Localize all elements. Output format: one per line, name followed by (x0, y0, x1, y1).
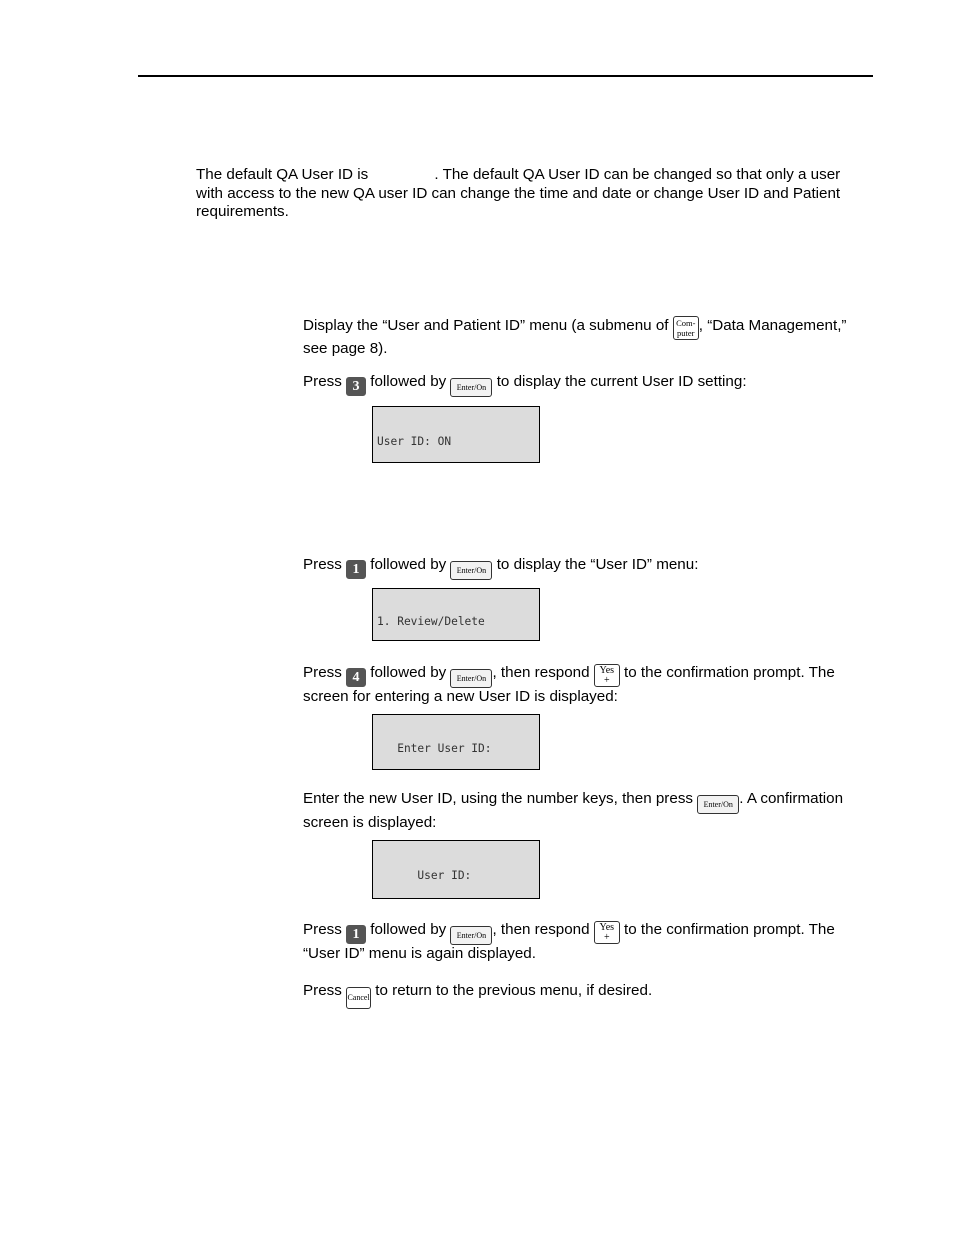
step-text: followed by (366, 556, 451, 573)
step-confirm-1 (303, 921, 835, 964)
key-3-icon: 3 (346, 377, 366, 396)
key-label: puter (677, 328, 695, 338)
step-text: , then respond (492, 921, 594, 938)
lcd-user-id-menu (372, 588, 540, 641)
computer-key-icon (673, 316, 699, 340)
intro-text: The default QA User ID is (196, 166, 373, 183)
step-text: screen is displayed: (303, 814, 437, 831)
step-cancel (303, 982, 652, 1009)
intro-text: requirements. (196, 203, 289, 220)
lcd-line: User ID: ON (377, 435, 452, 448)
step-text: to return to the previous menu, if desired. (371, 982, 653, 999)
step-display-menu (303, 316, 846, 359)
yes-key-icon (594, 921, 620, 944)
step-text: followed by (366, 664, 451, 681)
lcd-confirm (372, 840, 540, 899)
step-text: Press (303, 556, 347, 573)
header-rule (138, 75, 873, 77)
lcd-line: 1. Review/Delete (377, 615, 485, 628)
step-text: to the confirmation prompt. The (619, 921, 835, 938)
step-text: screen for entering a new User ID is displayed: (303, 688, 618, 705)
step-text: , “Data Management,” (698, 317, 847, 334)
enter-key-icon: Enter/On (450, 669, 492, 688)
intro-text: with access to the new QA user ID can change the time and date or change User ID and Patient (196, 184, 841, 202)
step-text: Display the “User and Patient ID” menu (a submenu of (303, 317, 673, 334)
step-text: . A confirmation (739, 790, 844, 807)
step-text: followed by (366, 921, 451, 938)
key-label: + (603, 675, 610, 686)
step-press-3 (303, 373, 747, 397)
enter-key-icon: Enter/On (697, 795, 739, 814)
intro-text: . The default QA User ID can be changed so that only a user (434, 166, 841, 183)
key-1-icon: 1 (346, 925, 366, 944)
lcd-line: Enter User ID: (377, 742, 492, 755)
step-text: Press (303, 373, 347, 390)
step-text: to display the current User ID setting: (492, 373, 747, 390)
key-1-icon: 1 (346, 560, 366, 579)
lcd-current-setting (372, 406, 540, 463)
step-press-4 (303, 664, 835, 707)
step-text: to display the “User ID” menu: (492, 556, 699, 573)
step-text: to the confirmation prompt. The (619, 664, 835, 681)
key-label: + (603, 932, 610, 943)
step-text: Enter the new User ID, using the number keys, then press (303, 790, 698, 807)
yes-key-icon (594, 664, 620, 687)
enter-key-icon: Enter/On (450, 926, 492, 945)
intro-paragraph (196, 166, 840, 222)
step-text: “User ID” menu is again displayed. (303, 945, 536, 962)
lcd-line: User ID: (377, 869, 472, 882)
cancel-key-icon: Cancel (346, 987, 371, 1009)
lcd-enter-user-id (372, 714, 540, 770)
step-text: Press (303, 664, 347, 681)
enter-key-icon: Enter/On (450, 561, 492, 580)
key-label: Yes (599, 665, 615, 676)
step-press-1 (303, 556, 698, 580)
step-text: , then respond (492, 664, 594, 681)
step-text: followed by (366, 373, 451, 390)
step-enter-new-id (303, 790, 843, 833)
key-label: Com- (676, 318, 696, 328)
step-text: Press (303, 982, 347, 999)
step-text: Press (303, 921, 347, 938)
key-4-icon: 4 (346, 668, 366, 687)
step-text: see page 8). (303, 340, 388, 357)
key-label: Yes (599, 922, 615, 933)
enter-key-icon: Enter/On (450, 378, 492, 397)
